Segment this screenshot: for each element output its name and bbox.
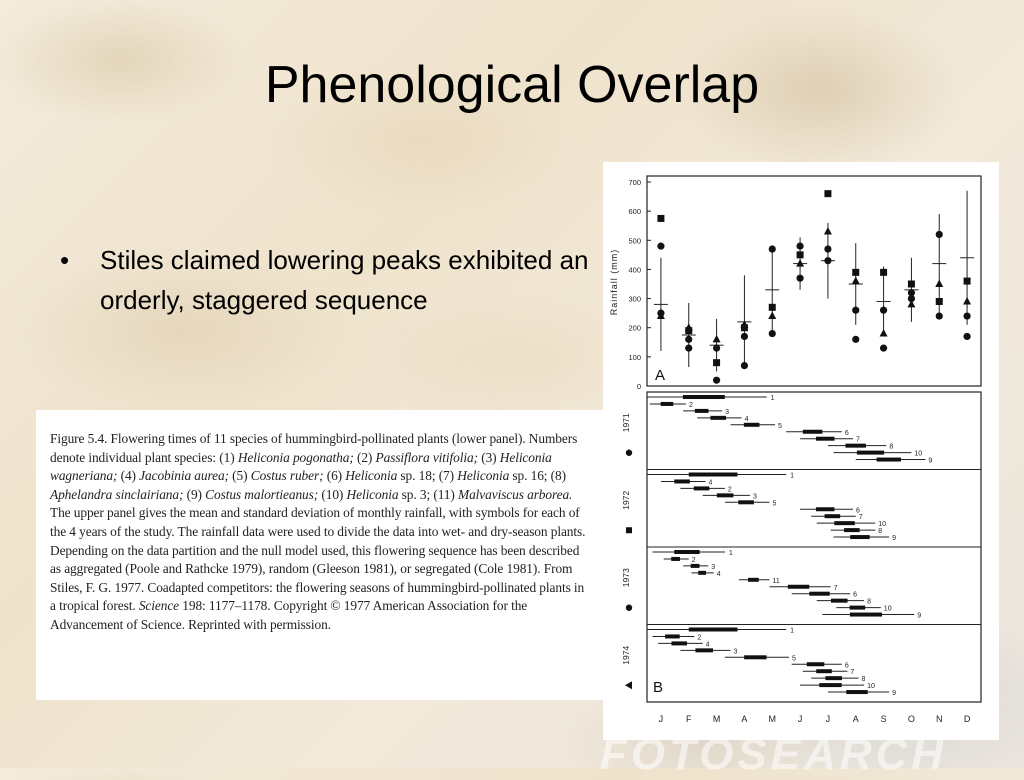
month-label: J (825, 714, 831, 724)
flowering-peak (816, 507, 835, 511)
month-label: A (741, 714, 748, 724)
point-1972 (908, 281, 915, 288)
flowering-peak (691, 564, 700, 568)
species-label: 11 (772, 577, 780, 585)
species-label: 8 (861, 676, 866, 684)
flowering-peak (850, 613, 882, 617)
point-1972 (936, 298, 943, 305)
flowering-peak (748, 578, 759, 582)
point-1971 (852, 307, 859, 314)
flowering-peak (850, 606, 866, 610)
figure-panel (603, 162, 999, 740)
flowering-peak (661, 402, 674, 406)
slide-title: Phenological Overlap (264, 56, 760, 114)
point-1973 (963, 312, 970, 319)
month-label: A (852, 714, 859, 724)
species-label: 3 (752, 493, 757, 501)
species-label: 4 (744, 415, 749, 423)
panel-b-label: B (653, 679, 664, 696)
bullet-item: • Stiles claimed lowering peaks exhibited an orderly, staggered sequence (60, 240, 600, 320)
flowering-peak (744, 423, 760, 427)
y-axis-label: Rainfall (mm) (609, 248, 619, 316)
flowering-peak (819, 683, 841, 687)
flowering-peak (825, 514, 841, 518)
species-label: 7 (858, 514, 863, 522)
point-1974 (852, 277, 860, 285)
y-tick-label: 400 (628, 265, 641, 275)
flowering-peak (710, 416, 726, 420)
point-1971 (657, 243, 664, 250)
species-label: 8 (878, 528, 883, 536)
point-1973 (685, 336, 692, 343)
point-1974 (824, 227, 832, 235)
point-1972 (713, 359, 720, 366)
point-1971 (796, 275, 803, 282)
species-label: 1 (770, 395, 775, 402)
point-1972 (769, 304, 776, 311)
species-label: 5 (772, 500, 777, 508)
species-label: 3 (711, 563, 716, 571)
species-label: 6 (844, 429, 849, 437)
species-label: 2 (691, 556, 696, 564)
species-label: 10 (883, 605, 892, 613)
flowering-peak (674, 550, 699, 554)
point-1973 (713, 345, 720, 352)
point-1972 (797, 251, 804, 258)
flowering-peak (689, 473, 738, 477)
month-label: J (658, 714, 664, 724)
month-label: N (936, 714, 943, 724)
flowering-peak (846, 690, 867, 694)
species-label: 5 (778, 422, 782, 430)
species-label: 2 (727, 486, 732, 494)
y-tick-label: 600 (628, 207, 641, 217)
y-tick-label: 700 (628, 178, 641, 187)
phenology-figure (603, 162, 999, 740)
flowering-peak (717, 493, 734, 497)
flowering-peak (803, 430, 822, 434)
point-1971 (685, 345, 692, 352)
species-label: 8 (867, 598, 872, 606)
species-label: 10 (878, 521, 887, 529)
point-1971 (824, 257, 831, 264)
month-label: S (880, 714, 887, 724)
species-label: 7 (855, 436, 860, 444)
point-1973 (936, 312, 943, 319)
species-label: 1 (790, 627, 795, 635)
y-tick-label: 0 (636, 382, 641, 391)
point-1974 (935, 280, 943, 288)
watermark: FOTOSEARCH (600, 730, 948, 779)
flowering-peak (816, 437, 835, 441)
species-label: 7 (833, 584, 838, 592)
flowering-peak (788, 585, 809, 589)
year-label: 1974 (621, 645, 631, 665)
point-1972 (964, 278, 971, 285)
species-label: 9 (928, 457, 933, 465)
flowering-peak (665, 634, 680, 638)
year-marker (625, 681, 632, 689)
panel-a-frame (647, 176, 981, 386)
flowering-peak (850, 535, 869, 539)
point-1971 (880, 345, 887, 352)
year-marker (626, 527, 632, 533)
point-1972 (852, 269, 859, 276)
flowering-peak (694, 486, 710, 490)
point-1974 (768, 312, 776, 320)
year-label: 1971 (621, 413, 631, 433)
flowering-peak (809, 592, 829, 596)
year-marker (626, 450, 632, 456)
species-label: 1 (728, 550, 733, 557)
point-1971 (741, 362, 748, 369)
panel-a-label: A (655, 367, 666, 384)
figure-caption: Figure 5.4. Flowering times of 11 species of hummingbird-pollinated plants (lower panel). Numbers denote individual plant species: (1) Heliconia pogonatha; (2) Passiflora vitifolia; (3) Heliconia wagneriana; (4) Jacobinia aurea; (5) Costus ruber; (6) Heliconia sp. 18; (7) Heliconia sp. 16; (8) Aphelandra sinclairiana; (9) Costus malortieanus; (10) Heliconia sp. 3; (11) Malvaviscus arborea. The upper panel gives the mean and standard deviation of monthly rainfall, with symbols for each of the 4 years of the study. The rainfall data were used to divide the data into wet- and dry-season plants. Depending on the data partition and the null model used, this flowering sequence has been described as aggregated (Poole and Rathcke 1979), random (Gleeson 1981), or segregated (Cole 1981). From Stiles, F. G. 1977. Coadapted competitors: the flowering seasons of hummingbird-pollinated plants in a tropical forest. Science 198: 1177–1178. Copyright © 1977 American Association for the Advancement of Science. Reprinted with permission. (50, 431, 586, 632)
species-label: 2 (688, 401, 693, 409)
flowering-peak (671, 641, 687, 645)
year-marker (626, 605, 632, 611)
species-label: 10 (867, 683, 875, 691)
species-label: 4 (705, 641, 710, 649)
year-label: 1972 (621, 490, 631, 510)
point-1974 (880, 329, 888, 337)
species-label: 1 (790, 472, 795, 480)
y-tick-label: 200 (628, 323, 641, 333)
flowering-peak (695, 409, 709, 413)
flowering-peak (845, 444, 865, 448)
species-label: 7 (850, 669, 855, 677)
point-1974 (685, 323, 693, 331)
point-1971 (963, 333, 970, 340)
flowering-peak (744, 655, 766, 659)
species-label: 9 (892, 690, 897, 698)
species-label: 4 (716, 570, 721, 578)
species-label: 3 (733, 648, 738, 656)
flowering-peak (825, 676, 842, 680)
species-label: 6 (853, 591, 858, 599)
point-1971 (769, 245, 776, 252)
point-1971 (936, 231, 943, 238)
y-tick-label: 300 (628, 294, 641, 304)
species-label: 5 (791, 655, 796, 663)
point-1973 (880, 307, 887, 314)
point-1974 (796, 259, 804, 267)
point-1974 (963, 297, 971, 305)
species-label: 4 (708, 479, 713, 487)
species-label: 9 (892, 535, 897, 543)
species-label: 10 (914, 450, 923, 458)
flowering-peak (674, 479, 690, 483)
point-1973 (796, 243, 803, 250)
flowering-peak (807, 662, 825, 666)
month-label: M (712, 714, 721, 724)
flowering-peak (834, 521, 854, 525)
flowering-peak (683, 395, 725, 399)
point-1972 (657, 215, 664, 222)
flowering-peak (698, 571, 706, 575)
month-label: F (686, 714, 692, 724)
flowering-peak (857, 451, 884, 455)
y-tick-label: 100 (628, 352, 641, 362)
month-label: J (797, 714, 803, 724)
species-label: 6 (855, 507, 860, 515)
point-1972 (824, 190, 831, 197)
y-tick-label: 500 (628, 236, 641, 246)
flowering-peak (831, 599, 848, 603)
month-label: M (768, 714, 776, 724)
species-label: 8 (889, 443, 894, 451)
flowering-peak (695, 648, 713, 652)
month-label: O (907, 714, 915, 724)
species-label: 6 (844, 662, 849, 670)
flowering-peak (816, 669, 832, 673)
point-1974 (713, 335, 721, 343)
species-label: 9 (917, 612, 922, 620)
flowering-peak (689, 628, 738, 632)
bullet-list (60, 240, 600, 320)
month-label: D (963, 714, 971, 724)
point-1973 (769, 330, 776, 337)
year-label: 1973 (621, 568, 631, 588)
point-1973 (908, 289, 915, 296)
point-1974 (907, 300, 915, 308)
point-1973 (852, 336, 859, 343)
species-label: 2 (697, 634, 702, 642)
species-label: 3 (725, 408, 730, 416)
flowering-peak (738, 500, 754, 504)
flowering-peak (877, 458, 901, 462)
point-1973 (741, 333, 748, 340)
figure-caption-box (36, 410, 604, 700)
point-1971 (713, 377, 720, 384)
flowering-peak (844, 528, 860, 532)
point-1973 (824, 245, 831, 252)
flowering-peak (671, 557, 680, 561)
point-1972 (880, 269, 887, 276)
